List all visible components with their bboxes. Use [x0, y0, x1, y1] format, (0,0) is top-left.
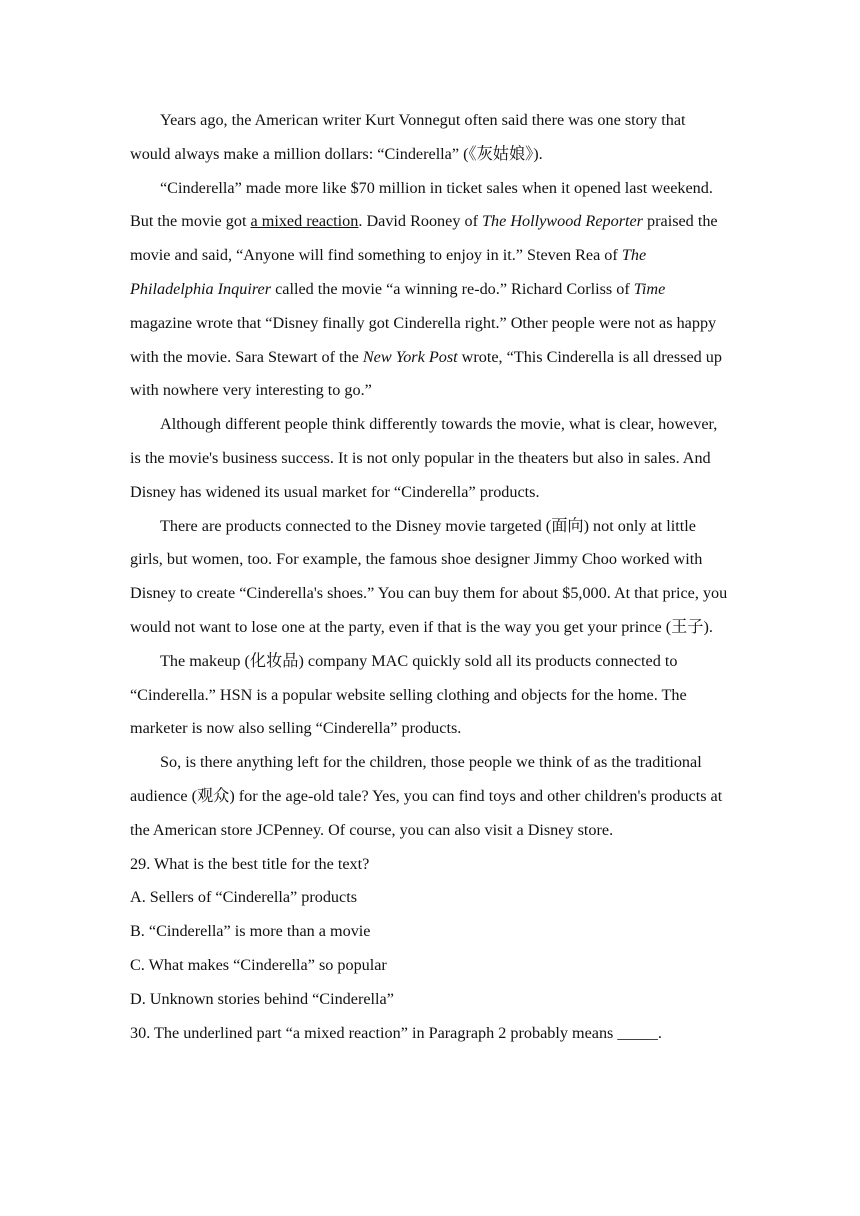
question-29-option-a: A. Sellers of “Cinderella” products — [130, 888, 358, 907]
paragraph-6-text: So, is there anything left for the children, those people we think of as the traditional audience (观众) for the age-old tale? Yes, you can find toys and other children's products at the American store JCPenney. Of course, you can also visit a Disney store. — [130, 753, 723, 839]
paragraph-3 — [130, 408, 730, 509]
question-29-option-b: B. “Cinderella” is more than a movie — [130, 922, 371, 941]
question-29-stem: 29. What is the best title for the text? — [130, 854, 370, 873]
paragraph-1 — [130, 104, 730, 172]
paragraph-6 — [130, 746, 730, 847]
question-30-stem: 30. The underlined part “a mixed reaction” in Paragraph 2 probably means _____. — [130, 1023, 662, 1042]
underlined-phrase: a mixed reaction — [250, 212, 359, 231]
paragraph-5-text: The makeup (化妆品) company MAC quickly sold all its products connected to “Cinderella.” HSN is a popular website selling clothing and objects for the home. The marketer is now also selling “Cinderella” products. — [130, 651, 687, 738]
publication-new-york-post: New York Post — [362, 347, 458, 366]
paragraph-5 — [130, 645, 730, 746]
paragraph-3-text: Although different people think differently towards the movie, what is clear, however, is the movie's business success. It is not only popular in the theaters but also in sales. And Disney has widened its usual market for “Cinderella” products. — [130, 415, 718, 501]
paragraph-2 — [130, 172, 730, 409]
question-29-option-c: C. What makes “Cinderella” so popular — [130, 955, 387, 974]
paragraph-2-text-b: . David Rooney of — [358, 212, 483, 231]
question-29-option-d: D. Unknown stories behind “Cinderella” — [130, 989, 394, 1008]
paragraph-2-text-d: called the movie “a winning re-do.” Richard Corliss of — [271, 279, 634, 298]
publication-hollywood-reporter: The Hollywood Reporter — [482, 212, 643, 231]
paragraph-2-text-f: wrote, “This Cinderella is all dressed up with nowhere very interesting to go.” — [130, 347, 722, 400]
paragraph-2-text-c: praised the movie and said, “Anyone will find something to enjoy in it.” Steven Rea of — [130, 212, 718, 265]
publication-time: Time — [633, 279, 666, 298]
paragraph-4 — [130, 510, 730, 645]
paragraph-2-text-e: magazine wrote that “Disney finally got Cinderella right.” Other people were not as happy with the movie. Sara Stewart of the — [130, 313, 717, 366]
paragraph-2-text-a: “Cinderella” made more like $70 million in ticket sales when it opened last weekend. But the movie got — [130, 178, 713, 231]
document-page — [130, 104, 730, 1050]
paragraph-4-text: There are products connected to the Disney movie targeted (面向) not only at little girls, but women, too. For example, the famous shoe designer Jimmy Choo worked with Disney to create “Cinderella's shoes.” You can buy them for about $5,000. At that price, you would not want to lose one at the party, even if that is the way you get your prince (王子). — [130, 516, 728, 636]
publication-philadelphia-inquirer: The Philadelphia Inquirer — [130, 246, 647, 298]
paragraph-1-text: Years ago, the American writer Kurt Vonnegut often said there was one story that would always make a million dollars: “Cinderella” (《灰姑娘》). — [130, 111, 686, 163]
